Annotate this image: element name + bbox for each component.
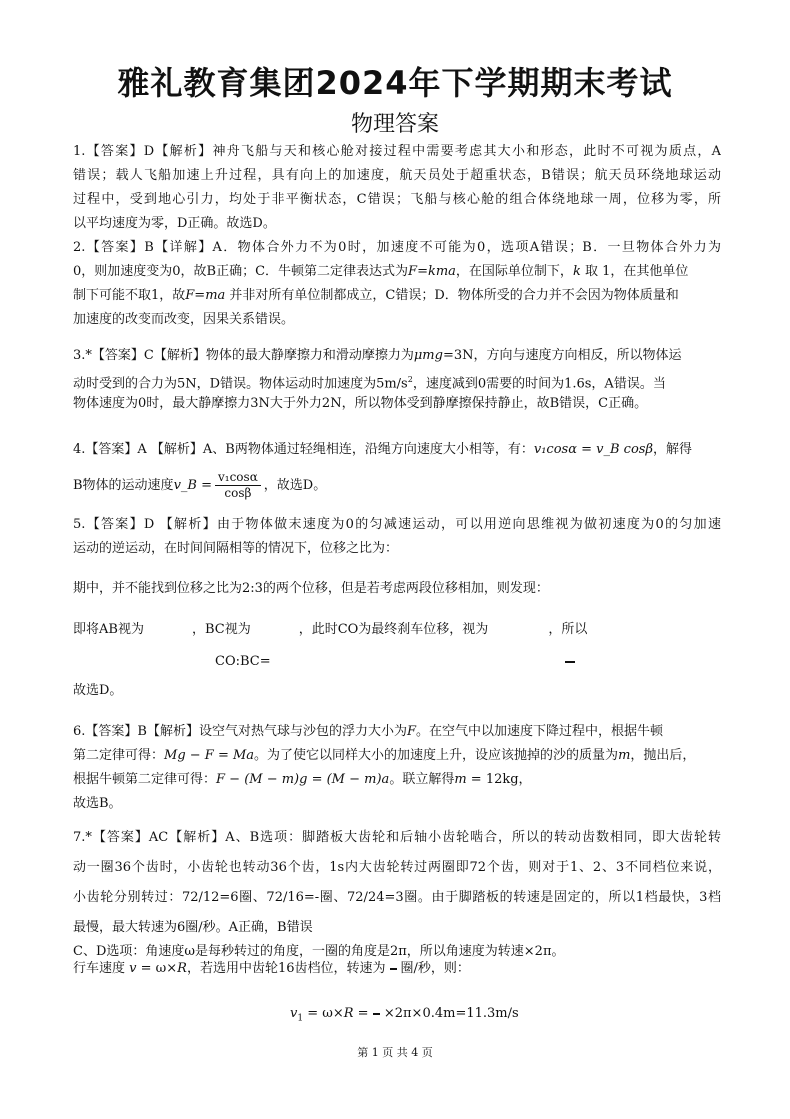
- answer-1-line-4: 以平均速度为零，D正确。故选D。: [73, 216, 276, 231]
- answer-1-line-1: 1.【答案】D【解析】神舟飞船与天和核心舱对接过程中需要考虑其大小和形态，此时不可视为质点，A: [73, 144, 721, 159]
- fraction-bar: [565, 661, 575, 663]
- answer-5-line-1: 5.【答案】D 【解析】由于物体做末速度为0的匀减速运动，可以用逆向思维视为做初速度为0的匀加速: [73, 517, 721, 532]
- answer-7-line-5: C、D选项：角速度ω是每秒转过的角度，一圈的角度是2π，所以角速度为转速×2π。: [73, 944, 565, 959]
- newton-equation-2: F − (M − m)g = (M − m)a: [216, 772, 390, 787]
- answer-4: [73, 438, 721, 508]
- answer-6-line-3: 根据牛顿第二定律可得：F − (M − m)g = (M − m)a。联立解得m = 12kg，: [73, 772, 532, 787]
- answer-1-line-2: 错误；载人飞船加速上升过程，具有向上的加速度，航天员处于超重状态，B错误；航天员环绕地球运动: [73, 168, 721, 183]
- answer-2-line-1: 2.【答案】B【详解】A．物体合外力不为0时，加速度不可能为0，选项A错误；B．一旦物体合外力为: [73, 240, 721, 255]
- page-footer: 第 1 页 共 4 页: [357, 1046, 433, 1059]
- formula-f-kma: F=kma: [408, 264, 456, 279]
- answer-7: [73, 826, 721, 964]
- answer-2: [73, 236, 721, 332]
- answer-7-line-1: 7.*【答案】AC【解析】A、B选项：脚踏板大齿轮和后轴小齿轮啮合，所以的转动齿数相同，即大齿轮转: [73, 830, 721, 845]
- velocity-fraction: $\frac{\text{v₁cosα}}{\cos\beta}$: [215, 470, 261, 501]
- answer-5-line-5: CO:BC=: [215, 650, 595, 674]
- answer-5-line-2: 运动的逆运动，在时间间隔相等的情况下，位移之比为：: [73, 541, 399, 556]
- answer-3: [73, 344, 721, 416]
- answer-3-line-1: 3.*【答案】C【解析】物体的最大静摩擦力和滑动摩擦力为μmg=3N，方向与速度方向相反，所以物体运: [73, 348, 682, 363]
- answer-2-line-4: 加速度的改变而改变，因果关系错误。: [73, 312, 295, 327]
- answer-4-line-1: 4.【答案】A 【解析】A、B两物体通过轻绳相连，沿绳方向速度大小相等，有：v₁cosα = v_B cosβ，解得: [73, 442, 692, 457]
- page-subtitle: 物理答案: [350, 112, 439, 137]
- answer-3-line-3: 物体速度为0时，最大静摩擦力3N大于外力2N，所以物体受到静摩擦保持静止，故B错误，C正确。: [73, 396, 648, 411]
- answer-7-line-4: 最慢，最大转速为6圈/秒。A正确，B错误: [73, 920, 313, 935]
- answer-7-line-7: $v_1 = \omega\times R = \times 2\pi\times 0.4m=11.3m/s$: [290, 1006, 519, 1024]
- answer-7-line-2: 动一圈36个齿时，小齿轮也转动36个齿，1s内大齿轮转过两圈即72个齿，则对于1、2、3不同档位来说，: [73, 860, 721, 875]
- formula-f-ma: F=ma: [185, 288, 226, 303]
- answer-1: [73, 140, 721, 236]
- page-title: 雅礼教育集团2024年下学期期末考试: [117, 64, 673, 102]
- answer-7-line-3: 小齿轮分别转过：72/12=6圈、72/16=-圈、72/24=3圈。由于脚踏板的转速是固定的，所以1档最快，3档: [73, 890, 721, 905]
- answer-5: [73, 513, 721, 561]
- velocity-equation: v₁cosα = v_B cosβ: [533, 442, 653, 457]
- newton-equation-1: Mg − F = Ma: [164, 748, 255, 763]
- answer-5-line-3: 期中，并不能找到位移之比为2:3的两个位移，但是若考虑两段位移相加，则发现：: [73, 581, 549, 596]
- answer-6-line-2: 第二定律可得：Mg − F = Ma。为了使它以同样大小的加速度上升，设应该抛掉的沙的质量为m，抛出后，: [73, 748, 696, 763]
- answer-2-line-3: 制下可能不取1，故F=ma 并非对所有单位制都成立，C错误；D．物体所受的合力并不会因为物体质量和: [73, 288, 679, 303]
- answer-1-line-3: 过程中，受到地心引力，均处于非平衡状态，C错误；飞船与核心舱的组合体绕地球一周，位移为零，所: [73, 192, 721, 207]
- answer-3-line-2: 动时受到的合力为5N，D错误。物体运动时加速度为$5m/s^2$，速度减到0需要的时间为1.6s，A错误。当: [73, 375, 666, 392]
- answer-2-line-2: 0，则加速度变为0，故B正确；C．牛顿第二定律表达式为F=kma，在国际单位制下，k 取 1，在其他单位: [73, 264, 689, 279]
- answer-6: [73, 720, 721, 816]
- answer-6-line-1: 6.【答案】B【解析】设空气对热气球与沙包的浮力大小为F。在空气中以加速度下降过程中，根据牛顿: [73, 724, 664, 739]
- answer-5-line-4: 即将AB视为 ，BC视为 ，此时CO为最终刹车位移，视为 ，所以: [73, 622, 588, 637]
- answer-4-line-2: B物体的运动速度v_B = $\frac{\text{v₁cosα}}{\cos\beta}$ ，故选D。: [73, 470, 327, 500]
- answer-5-line-6: 故选D。: [73, 683, 123, 698]
- answer-6-line-4: 故选B。: [73, 796, 122, 811]
- answer-7-line-6: 行车速度 v = ω×R，若选用中齿轮16齿档位，转速为 圈/秒，则：: [73, 961, 470, 976]
- formula-mu-mg: μmg: [413, 348, 443, 363]
